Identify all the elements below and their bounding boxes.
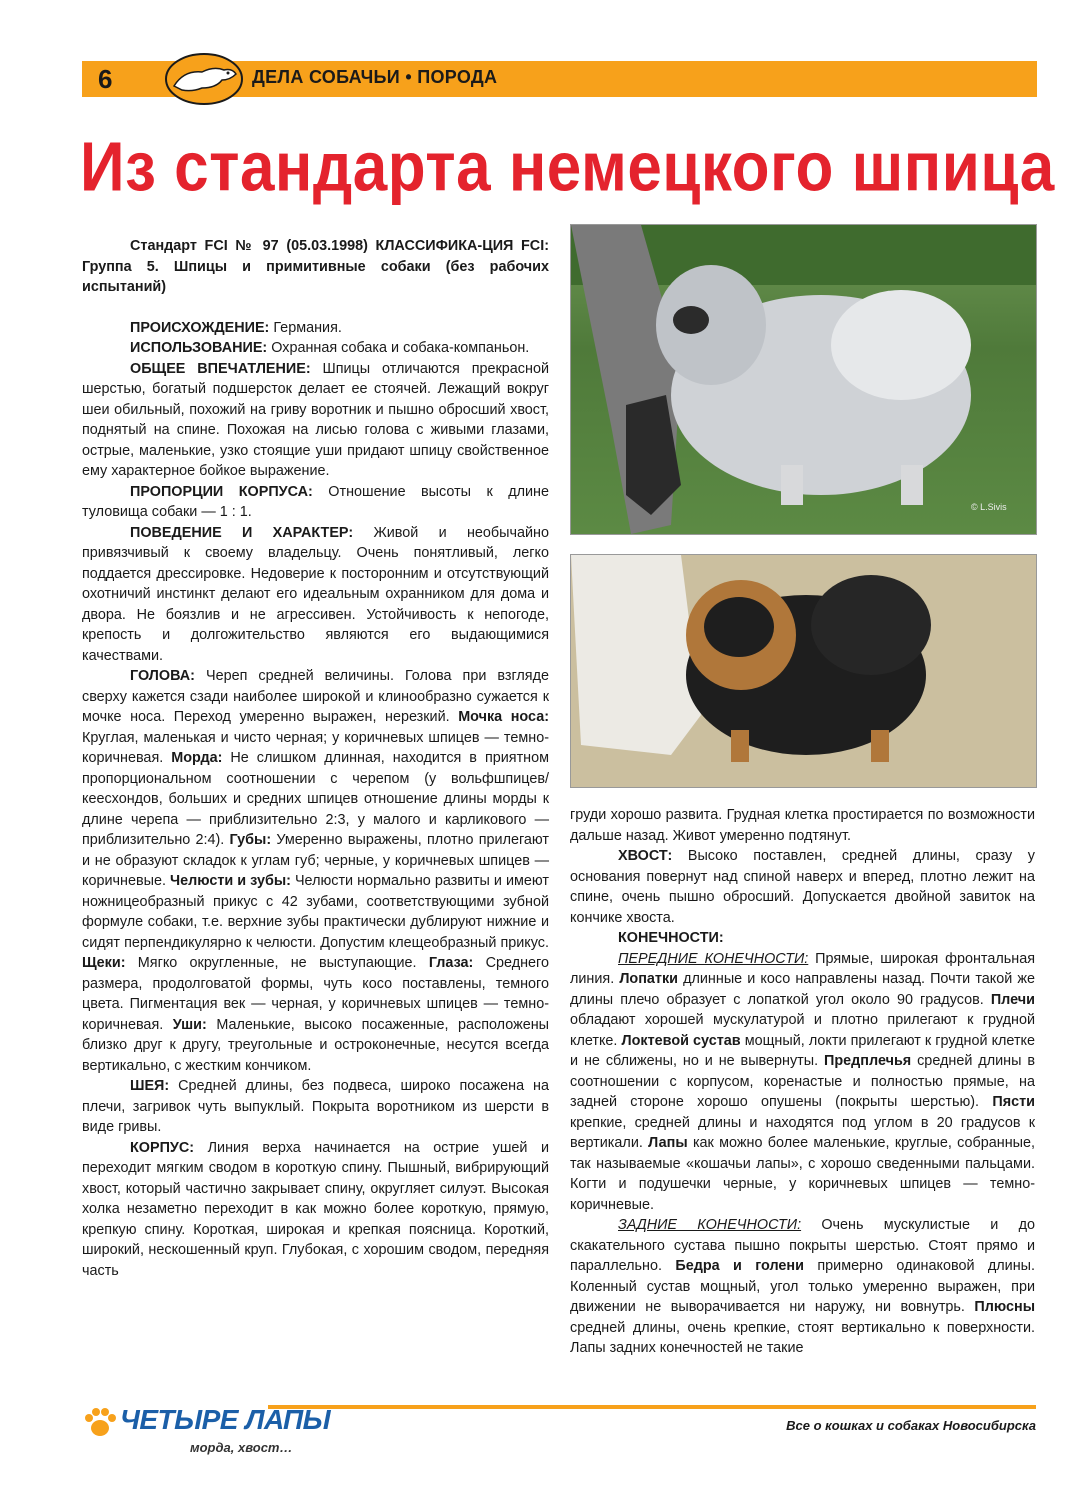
photo-credit: © L.Sivis bbox=[971, 502, 1007, 512]
behavior-paragraph: ПОВЕДЕНИЕ И ХАРАКТЕР: Живой и необычайно привязчивый к своему владельцу. Очень понятливый, легко поддается дрессировке. Недоверие к посторонним и отсутствующий охотничий инстинкт делают его идеальным охранником для дома и двора. Не боязлив и не агрессивен. Устойчивость к непогоде, крепость и долгожительство являются его выдающимися качествами. bbox=[82, 524, 550, 664]
page-number: 6 bbox=[98, 64, 113, 94]
section-label: ДЕЛА СОБАЧЬИ • ПОРОДА bbox=[252, 67, 498, 87]
photo-grey-spitz bbox=[570, 224, 1037, 535]
photo-black-tan-spitz bbox=[570, 554, 1037, 788]
use-paragraph: ИСПОЛЬЗОВАНИЕ: Охранная собака и собака-компаньон. bbox=[130, 340, 530, 356]
left-column bbox=[82, 236, 549, 1281]
forelimbs-paragraph: ПЕРЕДНИЕ КОНЕЧНОСТИ: Прямые, широкая фронтальная линия. Лопатки длинные и косо направлены назад. Почти такой же длины плечо образует с лопаткой угол около 90 градусов. Плечи обладают хорошей мускулатурой и плотно прилегают к грудной клетке. Локтевой сустав мощный, локти прилегают к грудной клетке и не сближены, но и не вывернуты. Предплечья средней длины в соотношении с корпусом, коренастые и полностью прямые, на задней стороне хорошо опушены (покрыты шерстью). Пясти крепкие, средней длины и находятся под углом в 20 градусов к вертикали. Лапы как можно более маленькие, круглые, собранные, так называемые «кошачьи лапы», с хорошо сведенными пальцами. Когти и подушечки черные, у коричневых шпицев — темно-коричневые. bbox=[570, 950, 1035, 1213]
general-paragraph: ОБЩЕЕ ВПЕЧАТЛЕНИЕ: Шпицы отличаются прекрасной шерстью, богатый подшерсток делает ее стоячей. Лежащий вокруг шеи обильный, похожий на гриву воротник и пышно обросший хвост, поднятый на спине. Похожая на лисью голова с живыми глазами, острые, маленькие, узко стоящие уши придают шпицу свойственное ему характерное бойкое выражение. bbox=[82, 360, 549, 479]
hindlimbs-paragraph: ЗАДНИЕ КОНЕЧНОСТИ: Очень мускулистые и до скакательного сустава пышно покрыты шерстью. Стоят прямо и параллельно. Бедра и голени примерно одинаковой длины. Коленный сустав мощный, угол только умеренно выражен, при движении не выворачивается ни наружу, ни вовнутрь. Плюсны средней длины, очень крепкие, стоят вертикально к поверхности. Лапы задних конечностей не такие bbox=[570, 1217, 1035, 1356]
origin-paragraph: ПРОИСХОЖДЕНИЕ: Германия. bbox=[130, 319, 342, 336]
proportions-paragraph: ПРОПОРЦИИ КОРПУСА: Отношение высоты к длине туловища собаки — 1 : 1. bbox=[82, 483, 550, 520]
classification: Стандарт FCI № 97 (05.03.1998) КЛАССИФИКА-ЦИЯ FCI: Группа 5. Шпицы и примитивные собаки (без рабочих испытаний) bbox=[82, 238, 549, 295]
footer-line bbox=[268, 1405, 1036, 1409]
footer-tagline: Все о кошках и собаках Новосибирска bbox=[786, 1418, 1036, 1433]
dog-logo-icon bbox=[162, 52, 246, 106]
tail-paragraph: ХВОСТ: Высоко поставлен, средней длины, сразу у основания повернут над спиной наверх и вперед, плотно лежит на спине, очень пышно обросший. Допускается двойной завиток на кончике хвоста. bbox=[570, 848, 1035, 926]
paw-icon bbox=[82, 1404, 118, 1440]
page-title: Из стандарта немецкого шпица bbox=[80, 129, 1055, 207]
right-column bbox=[570, 805, 1035, 1359]
brand-slogan: морда, хвост… bbox=[190, 1440, 293, 1455]
limbs-heading: КОНЕЧНОСТИ: bbox=[618, 930, 724, 946]
body-paragraph: КОРПУС: Линия верха начинается на острие ушей и переходит мягким сводом в короткую спину. Пышный, вибрирующий хвост, который частично закрывает спину, округляет силуэт. Высокая холка незаметно переходит в как можно более короткую, прямую, крепкую спину. Короткая, широкая и крепкая поясница. Короткий, широкий, нескошенный круп. Глубокая, с хорошим сводом, передняя часть bbox=[82, 1139, 549, 1279]
brand-logo: ЧЕТЫРЕ ЛАПЫ bbox=[120, 1404, 331, 1435]
chest-cont-paragraph: груди хорошо развита. Грудная клетка простирается по возможности дальше назад. Живот умеренно подтянут. bbox=[570, 807, 1035, 844]
neck-paragraph: ШЕЯ: Средней длины, без подвеса, широко посажена на плечи, загривок чуть выпуклый. Покрыта воротником из шерсти в виде гривы. bbox=[82, 1078, 549, 1135]
head-paragraph: ГОЛОВА: Череп средней величины. Голова при взгляде сверху кажется сзади наиболее широкой и клинообразно сужается к мочке носа. Переход умеренно выражен, нерезкий. Мочка носа: Круглая, маленькая и чисто черная; у коричневых шпицев — темно-коричневая. Морда: Не слишком длинная, находится в приятном пропорциональном соотношении с черепом (у вольфшпицев/кеесхондов, больших и средних шпицев отношение длины морды к длине черепа — приблизительно 2:3, у малого и карликового — приблизительно 2:4). Губы: Умеренно выражены, плотно прилегают и не образуют складок к углам губ; черные, у коричневых шпицев — коричневые. Челюсти и зубы: Челюсти нормально развиты и имеют ножницеобразный прикус с 42 зубами, соответствующими зубной формуле собаки, т.е. верхние зубы практически дублируют нижние и сидят перпендикулярно к челюсти. Допустим клещеобразный прикус. Щеки: Мягко округленные, не выступающие. Глаза: Среднего размера, продолговатой формы, чуть косо поставлены, темного цвета. Пигментация век — черная, у коричневых шпицев — темно-коричневая. Уши: Маленькие, высоко посаженные, расположены близко друг к другу, треугольные и остроконечные, несутся всегда вертикально, с жестким кончиком. bbox=[82, 668, 550, 1074]
